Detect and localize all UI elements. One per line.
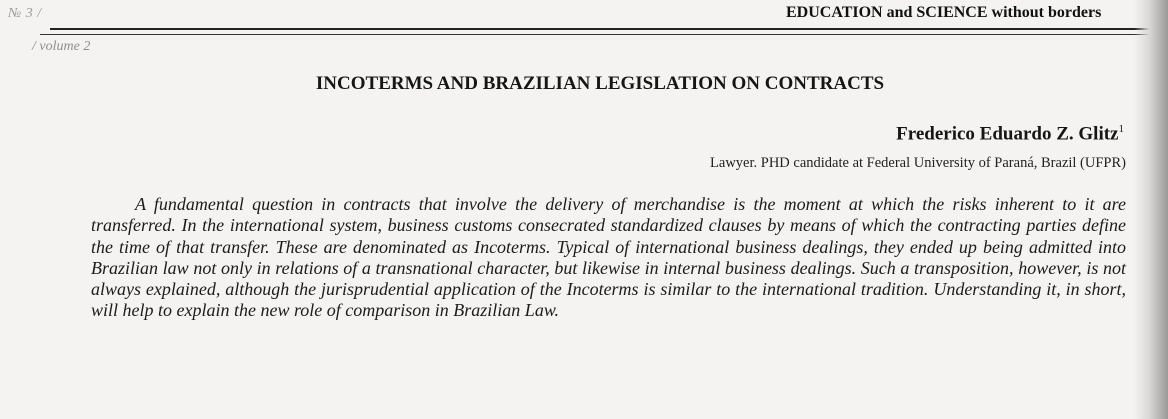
- author-line: [896, 123, 1124, 145]
- article-title: INCOTERMS AND BRAZILIAN LEGISLATION ON CONTRACTS: [315, 73, 885, 94]
- abstract-paragraph: A fundamental question in contracts that involve the delivery of merchandise is the moment at which the risks inherent to it are transferred. In the international system, business customs consecrated standardized clauses by means of which the contracting parties define the time of that transfer. These are denominated as Incoterms. Typical of international business dealings, they ended up being admitted into Brazilian law not only in relations of a transnational character, but likewise in internal business dealings. Such a transposition, however, is not always explained, although the jurisprudential application of the Incoterms is similar to the international tradition. Understanding it, in short, will help to explain the new role of comparison in Brazilian Law.: [91, 194, 1126, 321]
- page-edge-shadow: [1134, 0, 1168, 419]
- header-rule-top: [50, 28, 1168, 30]
- volume-number: / volume 2: [32, 39, 91, 54]
- author-affiliation: Lawyer. PHD candidate at Federal University of Paraná, Brazil (UFPR): [710, 155, 1126, 171]
- issue-number: № 3 /: [8, 6, 42, 21]
- author-footnote-marker: 1: [1118, 123, 1124, 135]
- header-rule-bottom: [40, 34, 1168, 35]
- journal-title: EDUCATION and SCIENCE without borders: [786, 4, 1102, 21]
- author-name: Frederico Eduardo Z. Glitz: [896, 123, 1119, 145]
